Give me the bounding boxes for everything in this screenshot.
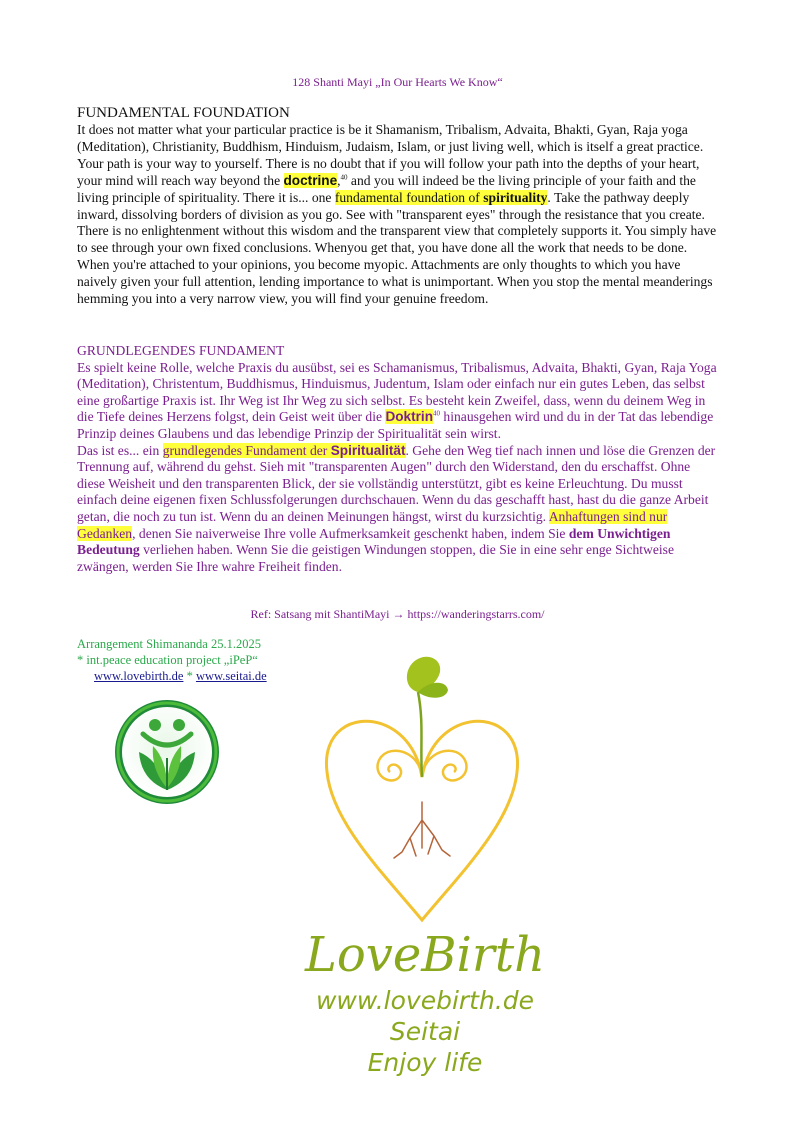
german-heading: GRUNDLEGENDES FUNDAMENT <box>77 343 285 358</box>
spirituality-highlight: spirituality <box>483 189 548 205</box>
english-footnote: , <box>337 172 341 188</box>
arrangement-line: Arrangement Shimananda 25.1.2025 <box>77 637 261 651</box>
links-line <box>77 668 267 684</box>
page-header: 128 Shanti Mayi „In Our Hearts We Know“ <box>292 75 503 89</box>
english-text-3: . Take the pathway deeply inward, dissolving borders of division as you go. See with "transparent eyes" through the resistance that you create. There is no enlightenment without this wisdom and the transparent view that completely supports it. You simply have to see through your own fixed conclusions. Whenyou get that, you have done all the work that needs to be done. When you're attached to your opinions, you become myopic. Attachments are only thoughts to which you have naively given your full attention, lending importance to what is unimportant. When you stop the mental meanderings hemming you into a very narrow view, you will find your genuine freedom. <box>77 189 717 307</box>
german-text-3: Das ist es... ein <box>77 442 163 458</box>
lovebirth-heart-icon <box>322 652 522 924</box>
german-paragraph-1 <box>77 360 717 443</box>
brand-url: www.lovebirth.de <box>315 986 535 1015</box>
bedeutung-bold: dem Unwichtigen Bedeutung <box>77 525 671 558</box>
seitai-link[interactable]: www.seitai.de <box>195 669 267 683</box>
foundation-highlight: fundamental foundation of <box>334 189 484 205</box>
lovebirth-link[interactable]: www.lovebirth.de <box>94 669 184 683</box>
english-text-2: and you will indeed be the living principle of your faith and the living principle of spirituality. There it is... one <box>77 172 696 205</box>
project-line: * int.peace education project „iPeP“ <box>77 653 258 667</box>
footnote-40-de: 40 <box>433 409 441 418</box>
brand-tagline: Enjoy life <box>367 1048 483 1077</box>
german-paragraph-2 <box>77 443 717 576</box>
german-text-4: . Gehe den Weg tief nach innen und löse die Grenzen der Trennung auf, während du gehst. Sieh mit "transparenten Augen" durch den Widerstand, den du erschaffst. Ohne diese Weisheit und den transparenten Blick, der sie vollständig unterstützt, gibt es keine Erleuchtung. Du musst einfach deine eigenen fixen Schlussfolgerungen durchschauen. Wenn du das geschafft hast, hast du die ganze Arbeit getan, die noch zu tun ist. Wenn du an deinen Meinungen hängst, wirst du kurzsichtig. <box>77 442 716 524</box>
german-text-1: Es spielt keine Rolle, welche Praxis du ausübst, sei es Schamanismus, Tribalismus, Advaita, Bhakti, Gyan, Raja Yoga (Meditation), Christentum, Buddhismus, Hinduismus, Judentum, Islam oder einfach nur ein gutes Leben, das selbst eine großartige Praxis ist. Ihr Weg ist Ihr Weg zu sich selbst. Es besteht kein Zweifel, dass, wenn du deinem Weg in die Tiefe deines Herzens folgst, dein Geist weit über die <box>77 359 717 425</box>
doktrin-highlight: Doktrin <box>385 409 434 425</box>
footnote-40: 40 <box>340 173 348 182</box>
english-paragraph <box>77 122 717 308</box>
doctrine-highlight: doctrine <box>283 172 338 188</box>
spiritualitaet-highlight: Spiritualität <box>330 442 406 458</box>
ipep-logo-icon <box>113 698 221 806</box>
german-section <box>77 343 717 575</box>
english-text-1: It does not matter what your particular practice is be it Shamanism, Tribalism, Advaita, Bhakti, Gyan, Raja yoga (Meditation), Christianity, Buddhism, Hinduism, Judaism, Islam, or just living well, which is itself a great practice. Your path is your way to yourself. There is no doubt that if you will follow your path into the depths of your heart, your mind will reach way beyond the <box>77 122 704 188</box>
reference-line: Ref: Satsang mit ShantiMayi → https://wanderingstarrs.com/ <box>250 607 545 621</box>
lovebirth-brand <box>300 925 550 1078</box>
english-heading: FUNDAMENTAL FOUNDATION <box>77 105 290 121</box>
brand-name: LoveBirth <box>304 927 546 983</box>
arrangement-block <box>77 636 267 684</box>
german-text-2: hinausgehen wird und du in der Tat das lebendige Prinzip deines Glaubens und das lebendige Prinzip der Spiritualität sein wirst. <box>77 409 714 441</box>
german-text-6: verliehen haben. Wenn Sie die geistigen Windungen stoppen, die Sie in eine sehr enge Sichtweise zwängen, werden Sie Ihre wahre Freiheit finden. <box>77 542 675 574</box>
anhaftungen-highlight: Anhaftungen sind nur Gedanken <box>77 508 668 541</box>
english-section <box>77 104 717 308</box>
brand-seitai: Seitai <box>389 1017 461 1046</box>
link-separator: * <box>183 669 196 683</box>
german-text-5: , denen Sie naiverweise Ihre volle Aufmerksamkeit geschenkt haben, indem Sie <box>132 525 569 541</box>
fundament-highlight: grundlegendes Fundament der <box>162 442 331 458</box>
